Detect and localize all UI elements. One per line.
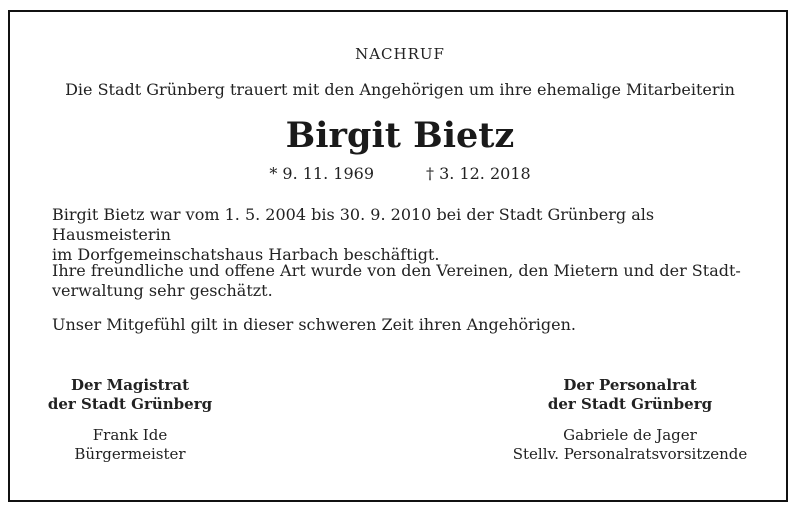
appreciation-paragraph <box>52 261 762 301</box>
signature-org-line: Der Personalrat <box>563 376 697 394</box>
employment-paragraph <box>52 205 762 265</box>
paragraph-line: Unser Mitgefühl gilt in dieser schweren Zeit ihren Angehörigen. <box>52 315 576 334</box>
paragraph-line: Birgit Bietz war vom 1. 5. 2004 bis 30. 9. 2010 bei der Stadt Grünberg als Hausmeisterin <box>52 205 655 244</box>
signature-block-personalrat <box>480 376 780 464</box>
birth-date: * 9. 11. 1969 <box>269 164 374 183</box>
paragraph-line: im Dorfgemeinschatshaus Harbach beschäftigt. <box>52 245 440 264</box>
signature-org-line: der Stadt Grünberg <box>47 395 213 413</box>
signatory-title: Bürgermeister <box>74 445 186 463</box>
condolence-paragraph <box>52 315 762 335</box>
signature-org-line: Der Magistrat <box>70 376 190 394</box>
signatory-name: Gabriele de Jager <box>563 426 697 444</box>
signatory-title: Stellv. Personalratsvorsitzende <box>512 445 748 463</box>
signature-block-magistrat <box>30 376 230 464</box>
signature-org-line: der Stadt Grünberg <box>547 395 713 413</box>
paragraph-line: verwaltung sehr geschätzt. <box>52 281 273 300</box>
deceased-name: Birgit Bietz <box>285 115 515 156</box>
death-date: † 3. 12. 2018 <box>426 164 531 183</box>
notice-heading: NACHRUF <box>355 45 445 63</box>
paragraph-line: Ihre freundliche und offene Art wurde von den Vereinen, den Mietern und der Stadt- <box>52 261 741 280</box>
signatory-name: Frank Ide <box>92 426 168 444</box>
life-dates <box>0 164 800 183</box>
intro-text: Die Stadt Grünberg trauert mit den Angehörigen um ihre ehemalige Mitarbeiterin <box>65 80 735 99</box>
